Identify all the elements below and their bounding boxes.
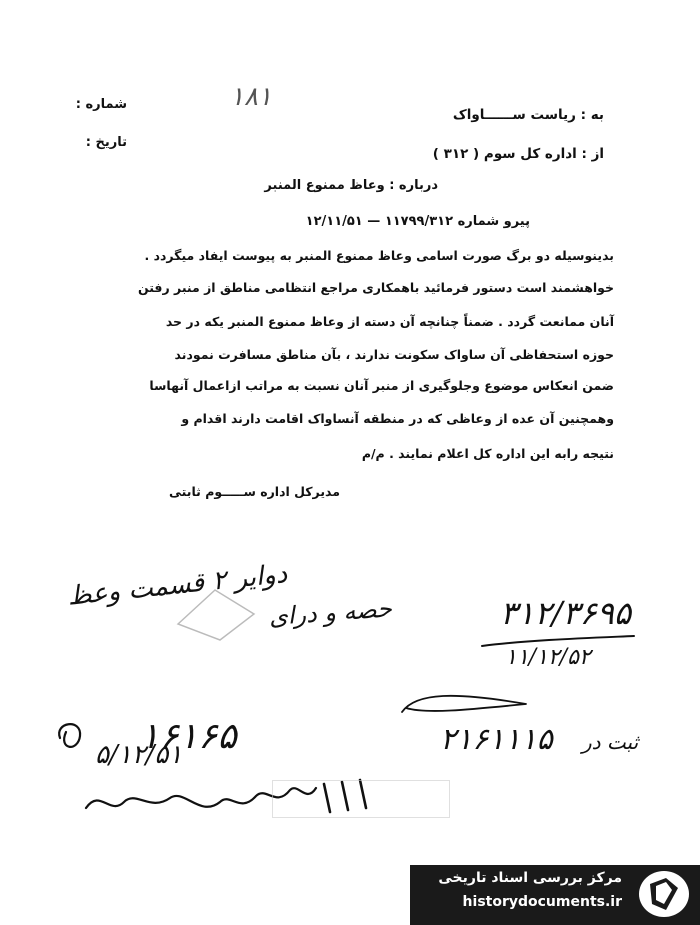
handwritten-number-bottom-right: ۲۱۶۱۱۱۵ <box>440 722 553 757</box>
body-line: حوزه استحفاظی آن ساواک سکونت ندارند ، بآن مناطق مسافرت نمودند <box>174 347 614 362</box>
body-line: بدینوسیله دو برگ صورت اسامی وعاظ ممنوع المنبر به پیوست ایفاد میگردد . <box>144 248 614 263</box>
faint-stamp-box <box>272 780 450 818</box>
book-logo-icon <box>636 868 692 920</box>
body-line: خواهشمند است دستور فرمائید باهمکاری مراجع انتظامی مناطق از منبر رفتن <box>137 280 614 295</box>
handwritten-note-bottom-right: ثبت در <box>582 730 639 754</box>
signature-line: مدیرکل اداره ســـــوم ثابتی <box>169 484 340 499</box>
from-line: از : اداره کل سوم ( ۳۱۲ ) <box>432 146 604 162</box>
handwritten-ref-date: ۱۱/۱۲/۵۲ <box>505 645 591 670</box>
to-line: به : ریاست ســــــاواک <box>452 107 604 123</box>
body-line: وهمچنین آن عده از وعاظی که در منطقه آنساواک اقامت دارند اقدام و <box>181 411 614 426</box>
archive-name: مرکز بررسی اسناد تاریخی <box>438 870 622 886</box>
stamp-number: ۱۸۱ <box>230 82 272 112</box>
body-line: آنان ممانعت گردد . ضمناً چنانچه آن دسته از وعاظ ممنوع المنبر یکه در حد <box>165 314 614 329</box>
handwritten-oval-mark <box>396 690 536 720</box>
faint-stamp-outline-icon <box>170 584 260 644</box>
handwritten-number-bottom-left: ۱۶۱۶۵ <box>140 716 237 757</box>
subject-line: درباره : وعاظ ممنوع المنبر <box>264 178 438 193</box>
reference-line: پیرو شماره ۱۱۷۹۹/۳۱۲ — ۱۲/۱۱/۵۱ <box>305 214 530 229</box>
handwritten-middle-note: حصه و درای <box>268 594 393 631</box>
handwritten-left-note: دوایر ۲ قسمت وعظ <box>66 558 289 612</box>
handwritten-date-bottom-left: ۵/۱۲/۵۱ <box>95 740 183 770</box>
archive-url: historydocuments.ir <box>462 894 622 910</box>
body-line: ضمن انعکاس موضوع وجلوگیری از منبر آنان نسبت به مراتب ازاعمال آنهاسا <box>149 378 614 393</box>
date-label: تاریخ : <box>85 135 127 150</box>
number-label: شماره : <box>75 97 127 112</box>
handwritten-ref-number: ۳۱۲/۳۶۹۵ <box>500 594 632 632</box>
body-line: نتیجه رابه این اداره کل اعلام نمایند . م/م <box>361 446 614 461</box>
